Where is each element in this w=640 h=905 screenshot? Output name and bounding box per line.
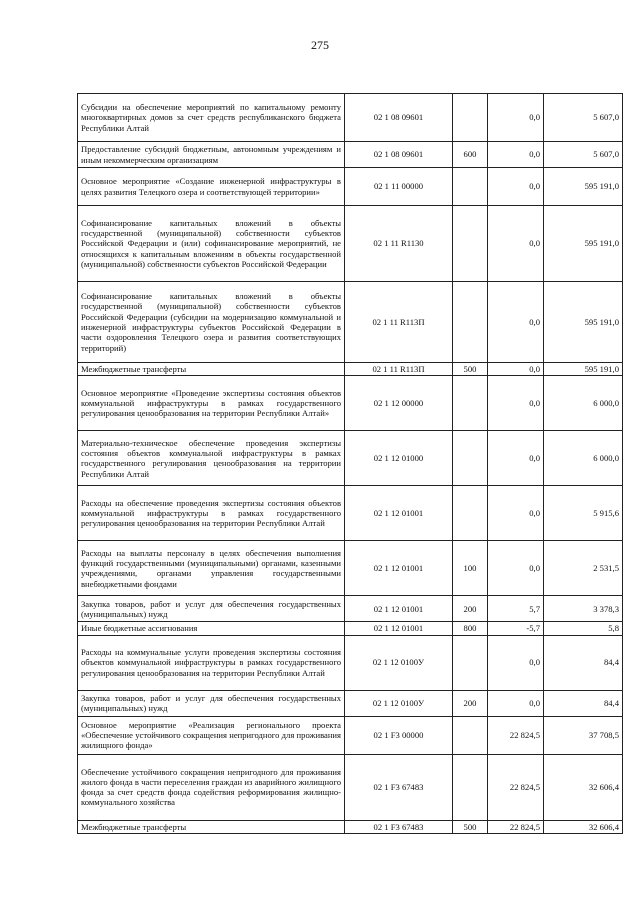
row-type-cell: 800 [453,622,488,635]
row-value1-cell: 0,0 [488,541,544,596]
row-value2-cell: 2 531,5 [544,541,623,596]
row-value1-cell: 0,0 [488,486,544,541]
row-value2-cell: 595 191,0 [544,363,623,376]
table-row [78,820,623,833]
row-value2-cell: 5 607,0 [544,94,623,142]
row-name-cell: Обеспечение устойчивого сокращения непригодного для проживания жилого фонда в части переселения граждан из аварийного жилищного фонда за счет средств фонда содействия реформирования жилищно-коммунального хозяйства [78,754,345,820]
row-value2-cell: 5 915,6 [544,486,623,541]
row-code-cell: 02 1 12 0100У [345,690,453,716]
row-code-cell: 02 1 12 01000 [345,431,453,486]
row-type-cell [453,206,488,282]
row-name-cell: Основное мероприятие «Реализация регионального проекта «Обеспечение устойчивого сокращения непригодного для проживания жилищного фонда» [78,716,345,754]
row-name-cell: Основное мероприятие «Создание инженерной инфраструктуры в целях развития Телецкого озера и соответствующей территории» [78,168,345,206]
row-type-cell: 200 [453,690,488,716]
row-value1-cell: 0,0 [488,282,544,363]
row-name-cell: Предоставление субсидий бюджетным, автономным учреждениям и иным некоммерческим организациям [78,142,345,168]
row-name-cell: Материально-техническое обеспечение проведения экспертизы состояния объектов коммунальной инфраструктуры в рамках государственного регулирования ценообразования на территории Республики Алтай [78,431,345,486]
row-code-cell: 02 1 12 01001 [345,596,453,622]
table-row [78,431,623,486]
row-type-cell: 200 [453,596,488,622]
row-code-cell: 02 1 11 R113П [345,363,453,376]
row-type-cell: 500 [453,820,488,833]
row-code-cell: 02 1 12 01001 [345,541,453,596]
table-row [78,94,623,142]
row-code-cell: 02 1 08 09601 [345,142,453,168]
row-name-cell: Расходы на обеспечение проведения экспертизы состояния объектов коммунальной инфраструктуры в рамках государственного регулирования ценообразования на территории Республики Алтай [78,486,345,541]
row-value1-cell: 5,7 [488,596,544,622]
row-name-cell: Софинансирование капитальных вложений в объекты государственной (муниципальной) собственности субъектов Российской Федерации (субсидии на модернизацию коммунальной и инженерной инфраструктуры субъектов Российской Федерации в части оздоровления Телецкого озера и развития соответствующих территорий) [78,282,345,363]
table-row [78,754,623,820]
table-row [78,690,623,716]
row-name-cell: Межбюджетные трансферты [78,820,345,833]
table-row [78,486,623,541]
row-value2-cell: 32 606,4 [544,754,623,820]
row-value2-cell: 595 191,0 [544,282,623,363]
row-code-cell: 02 1 12 01001 [345,622,453,635]
table-row [78,282,623,363]
row-code-cell: 02 1 08 09601 [345,94,453,142]
row-value2-cell: 37 708,5 [544,716,623,754]
row-code-cell: 02 1 12 0100У [345,635,453,690]
table-row [78,635,623,690]
table-row [78,716,623,754]
row-value1-cell: 0,0 [488,142,544,168]
row-value1-cell: 0,0 [488,431,544,486]
row-type-cell: 100 [453,541,488,596]
row-code-cell: 02 1 11 00000 [345,168,453,206]
row-value1-cell: 22 824,5 [488,754,544,820]
row-name-cell: Закупка товаров, работ и услуг для обеспечения государственных (муниципальных) нужд [78,690,345,716]
row-code-cell: 02 1 F3 67483 [345,754,453,820]
row-name-cell: Межбюджетные трансферты [78,363,345,376]
row-value2-cell: 32 606,4 [544,820,623,833]
row-value2-cell: 6 000,0 [544,431,623,486]
row-code-cell: 02 1 F3 00000 [345,716,453,754]
row-type-cell [453,376,488,431]
row-value2-cell: 3 378,3 [544,596,623,622]
budget-table [77,93,623,834]
table-row [78,596,623,622]
row-type-cell [453,754,488,820]
table-row [78,168,623,206]
row-value2-cell: 84,4 [544,690,623,716]
row-value2-cell: 595 191,0 [544,206,623,282]
row-value1-cell: 0,0 [488,363,544,376]
row-name-cell: Расходы на коммунальные услуги проведения экспертизы состояния объектов коммунальной инфраструктуры в рамках государственного регулирования ценообразования на территории Республики Алтай [78,635,345,690]
row-value1-cell: 0,0 [488,206,544,282]
table-row [78,142,623,168]
row-type-cell: 500 [453,363,488,376]
row-type-cell [453,168,488,206]
row-name-cell: Софинансирование капитальных вложений в объекты государственной (муниципальной) собственности субъектов Российской Федерации и (или) софинансирование мероприятий, не относящихся к капитальным вложениям в объекты государственной (муниципальной) собственности субъектов Российской Федерации [78,206,345,282]
row-value2-cell: 595 191,0 [544,168,623,206]
row-name-cell: Иные бюджетные ассигнования [78,622,345,635]
row-type-cell [453,716,488,754]
row-value1-cell: 0,0 [488,94,544,142]
row-value1-cell: 0,0 [488,168,544,206]
table-row [78,541,623,596]
row-code-cell: 02 1 11 R1130 [345,206,453,282]
row-name-cell: Расходы на выплаты персоналу в целях обеспечения выполнения функций государственными (муниципальными) органами, казенными учреждениями, органами управления государственными внебюджетными фондами [78,541,345,596]
row-value1-cell: -5,7 [488,622,544,635]
table-row [78,376,623,431]
row-code-cell: 02 1 F3 67483 [345,820,453,833]
row-value2-cell: 6 000,0 [544,376,623,431]
row-value1-cell: 22 824,5 [488,716,544,754]
row-code-cell: 02 1 11 R113П [345,282,453,363]
row-value1-cell: 0,0 [488,690,544,716]
row-type-cell [453,431,488,486]
row-value1-cell: 0,0 [488,635,544,690]
row-code-cell: 02 1 12 01001 [345,486,453,541]
row-name-cell: Основное мероприятие «Проведение экспертизы состояния объектов коммунальной инфраструктуры в рамках государственного регулирования ценообразования на территории Республики Алтай» [78,376,345,431]
row-value1-cell: 22 824,5 [488,820,544,833]
row-type-cell [453,635,488,690]
table-row [78,363,623,376]
table-row [78,206,623,282]
row-type-cell: 600 [453,142,488,168]
row-type-cell [453,94,488,142]
row-value2-cell: 84,4 [544,635,623,690]
row-value2-cell: 5,8 [544,622,623,635]
page-number: 275 [311,38,329,52]
row-value1-cell: 0,0 [488,376,544,431]
row-code-cell: 02 1 12 00000 [345,376,453,431]
row-value2-cell: 5 607,0 [544,142,623,168]
row-name-cell: Закупка товаров, работ и услуг для обеспечения государственных (муниципальных) нужд [78,596,345,622]
table-row [78,622,623,635]
row-type-cell [453,282,488,363]
row-name-cell: Субсидии на обеспечение мероприятий по капитальному ремонту многоквартирных домов за счет средств республиканского бюджета Республики Алтай [78,94,345,142]
row-type-cell [453,486,488,541]
